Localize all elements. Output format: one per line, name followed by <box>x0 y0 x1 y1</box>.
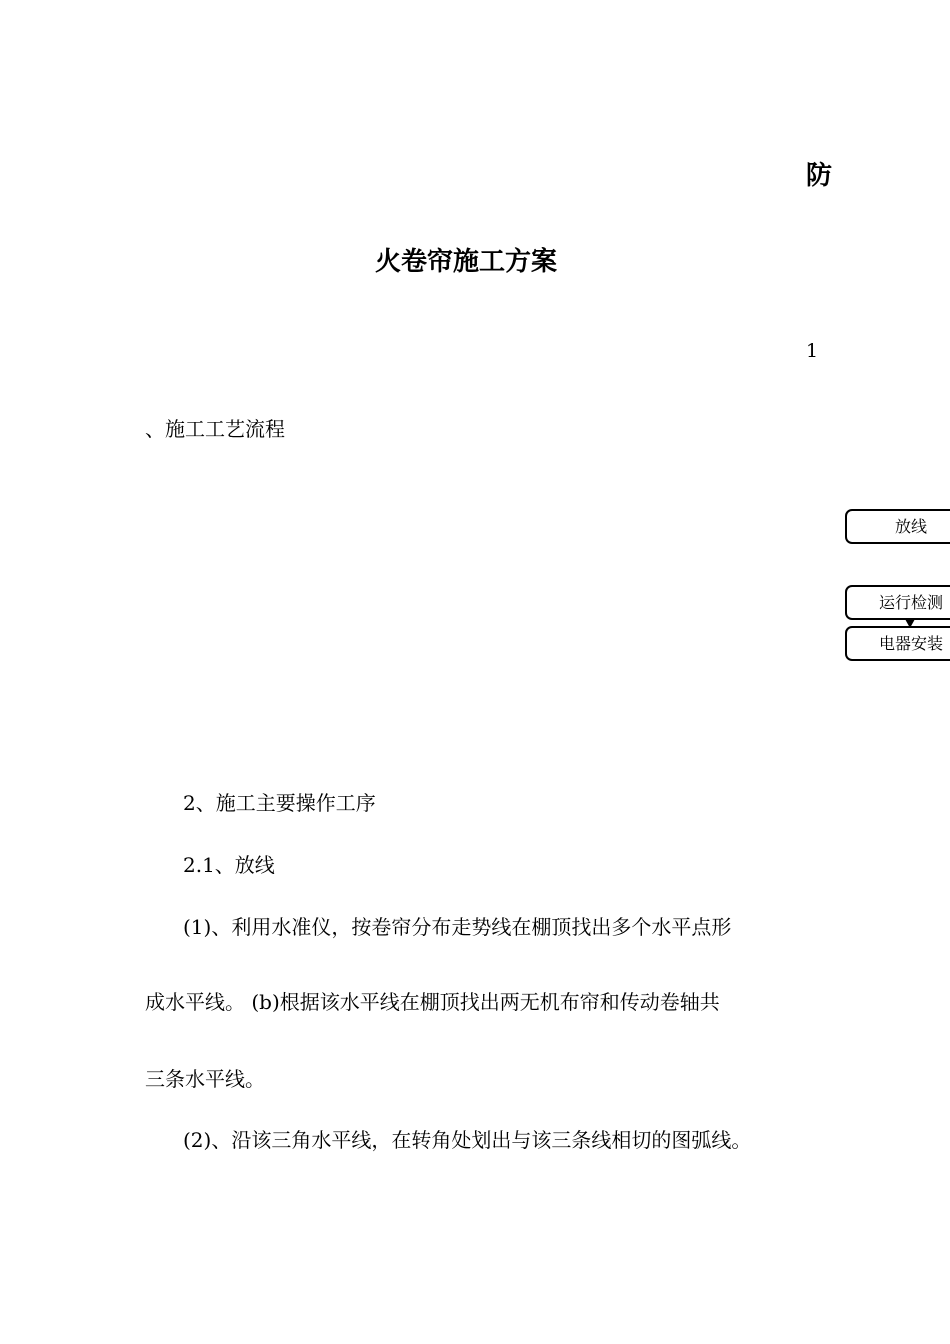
paragraph-line-2: 成水平线。 (b)根据该水平线在棚顶找出两无机布帘和传动卷轴共 <box>145 990 720 1014</box>
section2-1-heading: 2.1、放线 <box>183 853 275 877</box>
flow-step-1: 放线 <box>845 509 950 544</box>
section1-number: 1 <box>806 340 819 362</box>
document-title-part2: 火卷帘施工方案 <box>375 247 558 277</box>
document-title-part1: 防 <box>806 161 833 191</box>
flow-step-2: 运行检测 <box>845 585 950 620</box>
section2-heading: 2、施工主要操作工序 <box>183 791 376 815</box>
paragraph-line-1: (1)、利用水准仪，按卷帘分布走势线在棚顶找出多个水平点形 <box>183 915 732 939</box>
section1-heading: 、施工工艺流程 <box>145 417 285 441</box>
paragraph-line-4: (2)、沿该三角水平线，在转角处划出与该三条线相切的图弧线。 <box>183 1128 752 1152</box>
flow-step-3: 电器安装 <box>845 626 950 661</box>
paragraph-line-3: 三条水平线。 <box>145 1067 265 1091</box>
